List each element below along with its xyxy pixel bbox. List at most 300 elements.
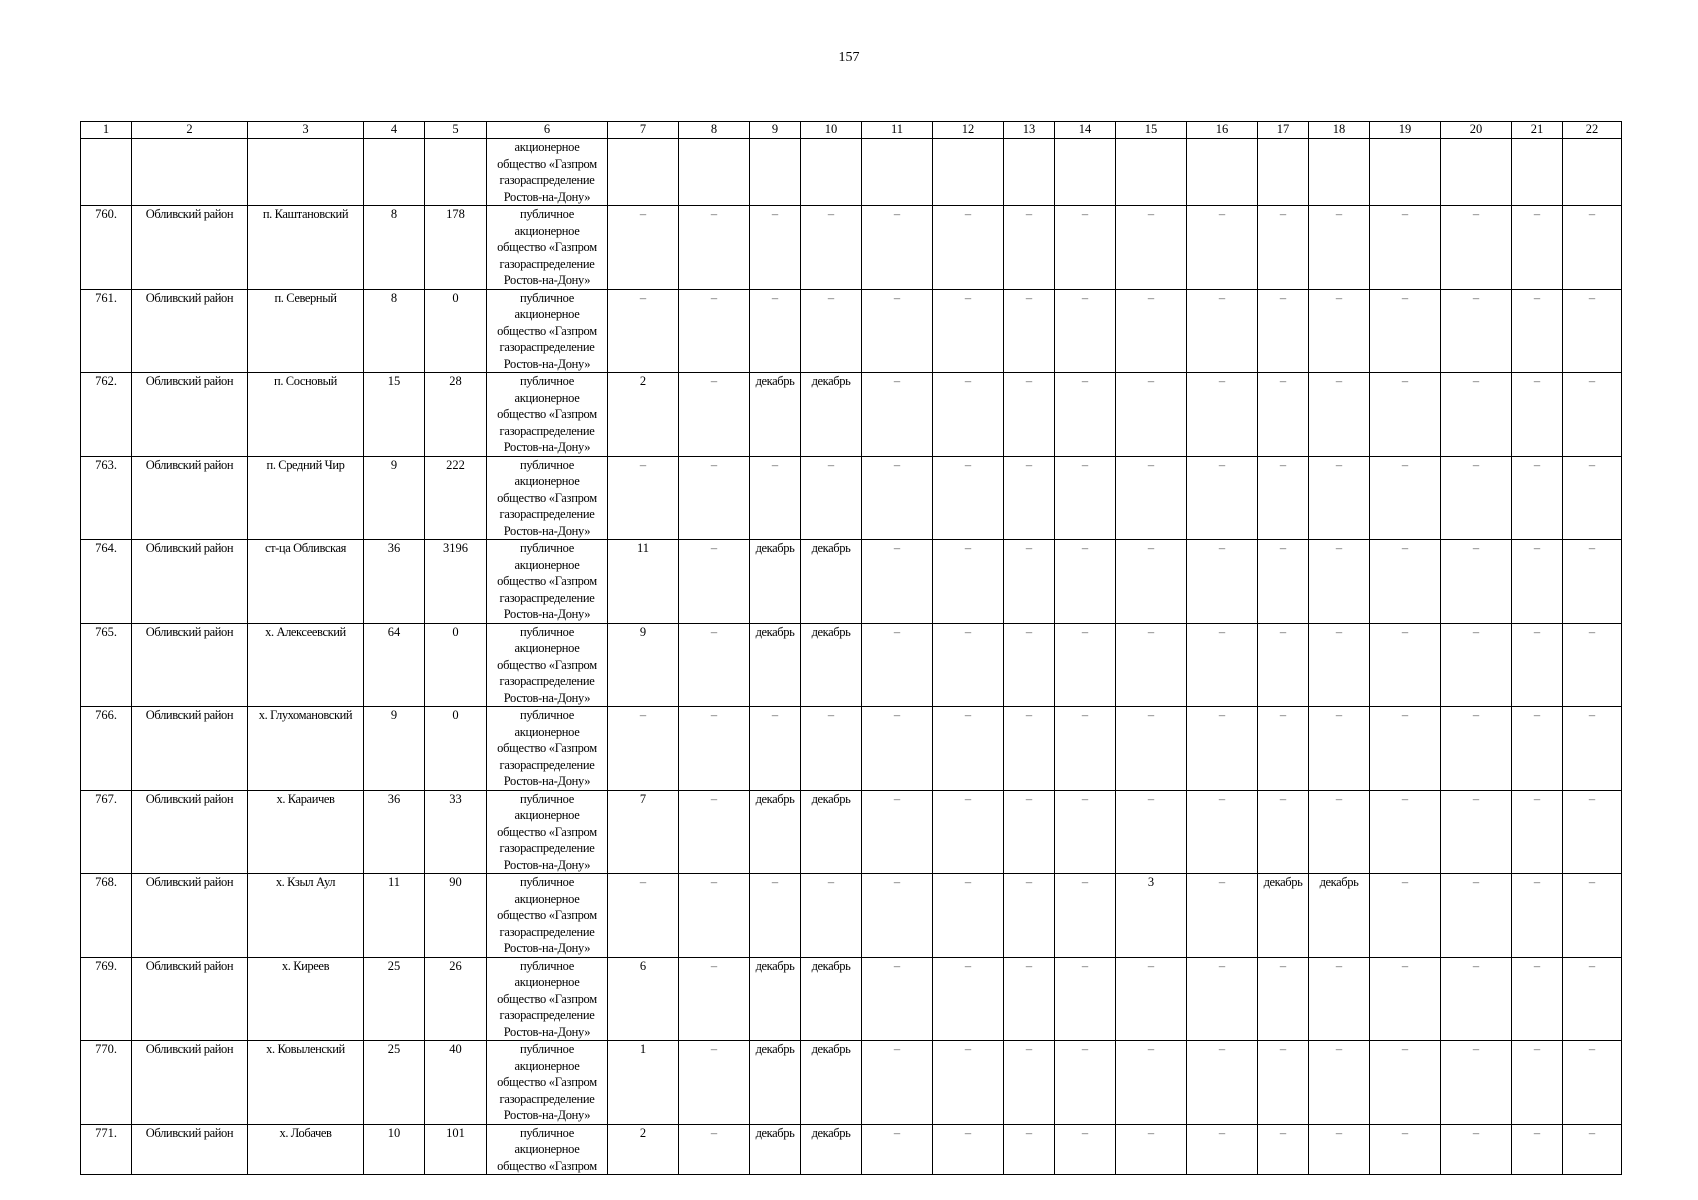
cell-district: Обливский район (132, 373, 248, 457)
cell-col-20: – (1441, 289, 1512, 373)
cell-col-9: декабрь (750, 1041, 801, 1125)
cell-col-16: – (1187, 1124, 1258, 1175)
cell-settlement: п. Северный (248, 289, 364, 373)
cell-col-13: – (1004, 1124, 1055, 1175)
column-header-5: 5 (425, 122, 487, 139)
cell-col-14: – (1055, 874, 1116, 958)
cell-organization: публичное акционерное общество «Газпром газораспределение Ростов-на-Дону» (487, 790, 608, 874)
cell-settlement: п. Средний Чир (248, 456, 364, 540)
cell-col-17: – (1258, 373, 1309, 457)
cell-col-4: 8 (364, 289, 425, 373)
cell-col-22: – (1563, 289, 1622, 373)
cell-col-9: – (750, 206, 801, 290)
cell-col-9: декабрь (750, 540, 801, 624)
cell-col-22: – (1563, 790, 1622, 874)
cell-col-19: – (1370, 540, 1441, 624)
cell-col-5: 222 (425, 456, 487, 540)
cell-col-11: – (862, 289, 933, 373)
cell-col-5: 0 (425, 707, 487, 791)
cell-col-10: декабрь (801, 790, 862, 874)
cell-col-7: 1 (608, 1041, 679, 1125)
cell-col-4: 9 (364, 456, 425, 540)
cell-col-13: – (1004, 289, 1055, 373)
cell-empty (933, 139, 1004, 206)
cell-col-15: – (1116, 540, 1187, 624)
cell-col-12: – (933, 456, 1004, 540)
cell-col-5: 90 (425, 874, 487, 958)
cell-settlement: х. Кзыл Аул (248, 874, 364, 958)
cell-col-13: – (1004, 790, 1055, 874)
cell-organization: публичное акционерное общество «Газпром газораспределение Ростов-на-Дону» (487, 957, 608, 1041)
cell-empty (132, 139, 248, 206)
data-table (80, 121, 1622, 1175)
cell-col-19: – (1370, 206, 1441, 290)
cell-col-22: – (1563, 874, 1622, 958)
cell-empty (1055, 139, 1116, 206)
cell-col-22: – (1563, 623, 1622, 707)
column-header-8: 8 (679, 122, 750, 139)
cell-organization: публичное акционерное общество «Газпром газораспределение Ростов-на-Дону» (487, 707, 608, 791)
cell-col-18: – (1309, 957, 1370, 1041)
cell-col-4: 11 (364, 874, 425, 958)
table-row (81, 373, 1622, 457)
cell-col-10: декабрь (801, 957, 862, 1041)
cell-col-12: – (933, 874, 1004, 958)
cell-row-number: 768. (81, 874, 132, 958)
cell-col-22: – (1563, 540, 1622, 624)
cell-organization: публичное акционерное общество «Газпром газораспределение Ростов-на-Дону» (487, 874, 608, 958)
cell-col-4: 36 (364, 790, 425, 874)
cell-col-20: – (1441, 707, 1512, 791)
cell-col-11: – (862, 957, 933, 1041)
cell-row-number: 769. (81, 957, 132, 1041)
cell-col-19: – (1370, 874, 1441, 958)
cell-empty (425, 139, 487, 206)
cell-district: Обливский район (132, 1124, 248, 1175)
cell-col-10: декабрь (801, 1041, 862, 1125)
cell-col-18: – (1309, 456, 1370, 540)
cell-col-18: – (1309, 373, 1370, 457)
cell-col-13: – (1004, 456, 1055, 540)
cell-col-22: – (1563, 1124, 1622, 1175)
cell-col-16: – (1187, 790, 1258, 874)
cell-row-number: 760. (81, 206, 132, 290)
cell-col-18: – (1309, 540, 1370, 624)
cell-col-20: – (1441, 790, 1512, 874)
cell-col-14: – (1055, 456, 1116, 540)
cell-col-9: декабрь (750, 623, 801, 707)
cell-district: Обливский район (132, 957, 248, 1041)
cell-district: Обливский район (132, 1041, 248, 1125)
cell-row-number: 767. (81, 790, 132, 874)
cell-col-21: – (1512, 790, 1563, 874)
cell-col-17: – (1258, 456, 1309, 540)
cell-col-18: – (1309, 206, 1370, 290)
cell-col-22: – (1563, 707, 1622, 791)
cell-col-15: – (1116, 1124, 1187, 1175)
cell-col-8: – (679, 1041, 750, 1125)
table-row (81, 790, 1622, 874)
table-row (81, 1124, 1622, 1175)
cell-col-11: – (862, 206, 933, 290)
cell-col-8: – (679, 957, 750, 1041)
cell-col-22: – (1563, 373, 1622, 457)
table-row (81, 707, 1622, 791)
cell-col-21: – (1512, 206, 1563, 290)
cell-col-9: декабрь (750, 373, 801, 457)
cell-col-4: 8 (364, 206, 425, 290)
cell-col-5: 40 (425, 1041, 487, 1125)
cell-col-12: – (933, 957, 1004, 1041)
cell-col-5: 28 (425, 373, 487, 457)
cell-col-10: декабрь (801, 1124, 862, 1175)
cell-col-19: – (1370, 1041, 1441, 1125)
cell-col-22: – (1563, 957, 1622, 1041)
cell-col-12: – (933, 1041, 1004, 1125)
cell-col-15: – (1116, 456, 1187, 540)
column-header-12: 12 (933, 122, 1004, 139)
cell-district: Обливский район (132, 206, 248, 290)
cell-empty (1512, 139, 1563, 206)
cell-col-16: – (1187, 623, 1258, 707)
cell-empty (81, 139, 132, 206)
column-header-6: 6 (487, 122, 608, 139)
cell-col-8: – (679, 373, 750, 457)
cell-empty (248, 139, 364, 206)
cell-col-15: – (1116, 373, 1187, 457)
cell-col-11: – (862, 790, 933, 874)
cell-col-12: – (933, 206, 1004, 290)
cell-col-18: – (1309, 790, 1370, 874)
cell-col-7: – (608, 289, 679, 373)
cell-col-17: – (1258, 790, 1309, 874)
cell-col-19: – (1370, 1124, 1441, 1175)
cell-col-9: – (750, 456, 801, 540)
carry-over-row (81, 139, 1622, 206)
column-header-14: 14 (1055, 122, 1116, 139)
cell-col-7: 2 (608, 1124, 679, 1175)
cell-col-10: – (801, 707, 862, 791)
cell-col-14: – (1055, 707, 1116, 791)
cell-col-5: 0 (425, 289, 487, 373)
cell-col-5: 3196 (425, 540, 487, 624)
cell-col-20: – (1441, 623, 1512, 707)
cell-col-7: – (608, 456, 679, 540)
cell-col-14: – (1055, 1041, 1116, 1125)
cell-col-13: – (1004, 957, 1055, 1041)
table-row (81, 456, 1622, 540)
cell-col-11: – (862, 623, 933, 707)
cell-col-15: – (1116, 790, 1187, 874)
cell-col-11: – (862, 1041, 933, 1125)
cell-col-8: – (679, 540, 750, 624)
table-row (81, 874, 1622, 958)
cell-col-17: – (1258, 1124, 1309, 1175)
cell-col-13: – (1004, 874, 1055, 958)
cell-col-11: – (862, 874, 933, 958)
cell-row-number: 761. (81, 289, 132, 373)
cell-col-16: – (1187, 289, 1258, 373)
cell-col-21: – (1512, 540, 1563, 624)
cell-col-14: – (1055, 289, 1116, 373)
cell-col-15: – (1116, 707, 1187, 791)
page-number: 157 (838, 50, 860, 65)
cell-empty (1441, 139, 1512, 206)
cell-col-9: декабрь (750, 957, 801, 1041)
cell-col-20: – (1441, 540, 1512, 624)
cell-col-5: 26 (425, 957, 487, 1041)
cell-district: Обливский район (132, 707, 248, 791)
cell-col-15: – (1116, 206, 1187, 290)
cell-col-21: – (1512, 1124, 1563, 1175)
cell-col-17: – (1258, 289, 1309, 373)
cell-col-7: 9 (608, 623, 679, 707)
cell-empty (801, 139, 862, 206)
column-header-9: 9 (750, 122, 801, 139)
cell-col-11: – (862, 707, 933, 791)
cell-col-11: – (862, 456, 933, 540)
cell-col-22: – (1563, 1041, 1622, 1125)
cell-col-7: 2 (608, 373, 679, 457)
cell-col-8: – (679, 206, 750, 290)
column-header-3: 3 (248, 122, 364, 139)
cell-col-17: – (1258, 623, 1309, 707)
cell-col-17: – (1258, 707, 1309, 791)
cell-col-10: – (801, 874, 862, 958)
cell-col-21: – (1512, 874, 1563, 958)
cell-col-15: – (1116, 957, 1187, 1041)
cell-col-9: декабрь (750, 790, 801, 874)
cell-empty (1370, 139, 1441, 206)
cell-col-12: – (933, 623, 1004, 707)
cell-col-9: – (750, 289, 801, 373)
cell-col-13: – (1004, 1041, 1055, 1125)
cell-row-number: 763. (81, 456, 132, 540)
cell-col-14: – (1055, 373, 1116, 457)
cell-col-11: – (862, 540, 933, 624)
table-row (81, 540, 1622, 624)
cell-col-7: 11 (608, 540, 679, 624)
column-header-4: 4 (364, 122, 425, 139)
cell-row-number: 770. (81, 1041, 132, 1125)
cell-col-20: – (1441, 206, 1512, 290)
table-body (81, 139, 1622, 1175)
cell-empty (364, 139, 425, 206)
cell-settlement: х. Киреев (248, 957, 364, 1041)
cell-settlement: х. Ковыленский (248, 1041, 364, 1125)
cell-settlement: х. Алексеевский (248, 623, 364, 707)
column-header-22: 22 (1563, 122, 1622, 139)
cell-col-4: 10 (364, 1124, 425, 1175)
cell-col-11: – (862, 1124, 933, 1175)
cell-col-16: – (1187, 456, 1258, 540)
cell-empty (608, 139, 679, 206)
table-row (81, 289, 1622, 373)
cell-col-16: – (1187, 874, 1258, 958)
cell-col-18: – (1309, 289, 1370, 373)
cell-district: Обливский район (132, 790, 248, 874)
column-header-15: 15 (1116, 122, 1187, 139)
cell-col-19: – (1370, 790, 1441, 874)
table-row (81, 623, 1622, 707)
cell-col-10: декабрь (801, 623, 862, 707)
cell-col-8: – (679, 707, 750, 791)
cell-col-13: – (1004, 707, 1055, 791)
cell-col-7: 7 (608, 790, 679, 874)
cell-col-4: 25 (364, 957, 425, 1041)
cell-col-17: – (1258, 957, 1309, 1041)
column-header-19: 19 (1370, 122, 1441, 139)
cell-settlement: п. Каштановский (248, 206, 364, 290)
cell-col-8: – (679, 874, 750, 958)
cell-col-16: – (1187, 206, 1258, 290)
cell-col-12: – (933, 373, 1004, 457)
column-header-10: 10 (801, 122, 862, 139)
header-row (81, 122, 1622, 139)
cell-col-4: 36 (364, 540, 425, 624)
cell-col-15: 3 (1116, 874, 1187, 958)
cell-col-19: – (1370, 707, 1441, 791)
cell-col-19: – (1370, 957, 1441, 1041)
column-header-17: 17 (1258, 122, 1309, 139)
cell-col-5: 0 (425, 623, 487, 707)
cell-col-20: – (1441, 373, 1512, 457)
cell-col-15: – (1116, 623, 1187, 707)
column-header-20: 20 (1441, 122, 1512, 139)
cell-settlement: х. Лобачев (248, 1124, 364, 1175)
cell-col-5: 33 (425, 790, 487, 874)
cell-col-17: – (1258, 540, 1309, 624)
cell-settlement: х. Караичев (248, 790, 364, 874)
cell-col-12: – (933, 1124, 1004, 1175)
cell-col-16: – (1187, 957, 1258, 1041)
cell-organization: публичное акционерное общество «Газпром газораспределение Ростов-на-Дону» (487, 1041, 608, 1125)
cell-col-16: – (1187, 707, 1258, 791)
cell-empty (1004, 139, 1055, 206)
cell-col-20: – (1441, 874, 1512, 958)
cell-col-13: – (1004, 623, 1055, 707)
table-row (81, 957, 1622, 1041)
cell-empty (1258, 139, 1309, 206)
cell-col-7: – (608, 206, 679, 290)
cell-col-7: – (608, 707, 679, 791)
cell-col-5: 101 (425, 1124, 487, 1175)
column-header-1: 1 (81, 122, 132, 139)
cell-empty (1563, 139, 1622, 206)
cell-col-16: – (1187, 373, 1258, 457)
cell-col-18: декабрь (1309, 874, 1370, 958)
column-header-16: 16 (1187, 122, 1258, 139)
cell-empty (1116, 139, 1187, 206)
cell-col-19: – (1370, 623, 1441, 707)
cell-col-7: – (608, 874, 679, 958)
column-header-21: 21 (1512, 122, 1563, 139)
cell-col-21: – (1512, 456, 1563, 540)
cell-col-16: – (1187, 1041, 1258, 1125)
column-header-13: 13 (1004, 122, 1055, 139)
cell-organization: акционерное общество «Газпром газораспределение Ростов-на-Дону» (487, 139, 608, 206)
cell-col-8: – (679, 456, 750, 540)
cell-district: Обливский район (132, 623, 248, 707)
cell-col-18: – (1309, 707, 1370, 791)
cell-col-14: – (1055, 623, 1116, 707)
cell-organization: публичное акционерное общество «Газпром газораспределение Ростов-на-Дону» (487, 540, 608, 624)
cell-col-9: – (750, 874, 801, 958)
cell-settlement: х. Глухомановский (248, 707, 364, 791)
cell-col-4: 25 (364, 1041, 425, 1125)
cell-col-15: – (1116, 289, 1187, 373)
column-header-7: 7 (608, 122, 679, 139)
cell-col-10: – (801, 289, 862, 373)
cell-col-14: – (1055, 957, 1116, 1041)
cell-col-7: 6 (608, 957, 679, 1041)
cell-organization: публичное акционерное общество «Газпром газораспределение Ростов-на-Дону» (487, 289, 608, 373)
cell-col-17: – (1258, 206, 1309, 290)
cell-col-8: – (679, 790, 750, 874)
cell-empty (679, 139, 750, 206)
cell-col-4: 64 (364, 623, 425, 707)
column-header-2: 2 (132, 122, 248, 139)
table-row (81, 206, 1622, 290)
cell-col-12: – (933, 289, 1004, 373)
cell-col-12: – (933, 790, 1004, 874)
cell-col-21: – (1512, 1041, 1563, 1125)
cell-col-14: – (1055, 206, 1116, 290)
cell-col-4: 15 (364, 373, 425, 457)
cell-row-number: 764. (81, 540, 132, 624)
cell-col-14: – (1055, 790, 1116, 874)
cell-col-9: декабрь (750, 1124, 801, 1175)
cell-col-4: 9 (364, 707, 425, 791)
cell-col-20: – (1441, 957, 1512, 1041)
cell-col-20: – (1441, 1124, 1512, 1175)
cell-organization: публичное акционерное общество «Газпром газораспределение Ростов-на-Дону» (487, 623, 608, 707)
cell-col-13: – (1004, 540, 1055, 624)
cell-col-8: – (679, 623, 750, 707)
cell-col-10: декабрь (801, 373, 862, 457)
cell-empty (862, 139, 933, 206)
cell-col-8: – (679, 289, 750, 373)
cell-col-19: – (1370, 373, 1441, 457)
cell-col-12: – (933, 707, 1004, 791)
cell-col-10: декабрь (801, 540, 862, 624)
cell-settlement: п. Сосновый (248, 373, 364, 457)
cell-empty (750, 139, 801, 206)
cell-col-20: – (1441, 1041, 1512, 1125)
cell-col-22: – (1563, 456, 1622, 540)
cell-col-9: – (750, 707, 801, 791)
cell-col-5: 178 (425, 206, 487, 290)
cell-empty (1309, 139, 1370, 206)
cell-col-20: – (1441, 456, 1512, 540)
cell-organization: публичное акционерное общество «Газпром газораспределение Ростов-на-Дону» (487, 373, 608, 457)
cell-col-14: – (1055, 540, 1116, 624)
cell-organization: публичное акционерное общество «Газпром газораспределение Ростов-на-Дону» (487, 456, 608, 540)
cell-col-18: – (1309, 1124, 1370, 1175)
cell-row-number: 771. (81, 1124, 132, 1175)
cell-col-21: – (1512, 623, 1563, 707)
column-header-18: 18 (1309, 122, 1370, 139)
cell-row-number: 765. (81, 623, 132, 707)
cell-col-18: – (1309, 623, 1370, 707)
cell-col-12: – (933, 540, 1004, 624)
cell-col-15: – (1116, 1041, 1187, 1125)
cell-col-19: – (1370, 456, 1441, 540)
cell-col-11: – (862, 373, 933, 457)
cell-col-21: – (1512, 373, 1563, 457)
cell-col-17: – (1258, 1041, 1309, 1125)
cell-district: Обливский район (132, 289, 248, 373)
